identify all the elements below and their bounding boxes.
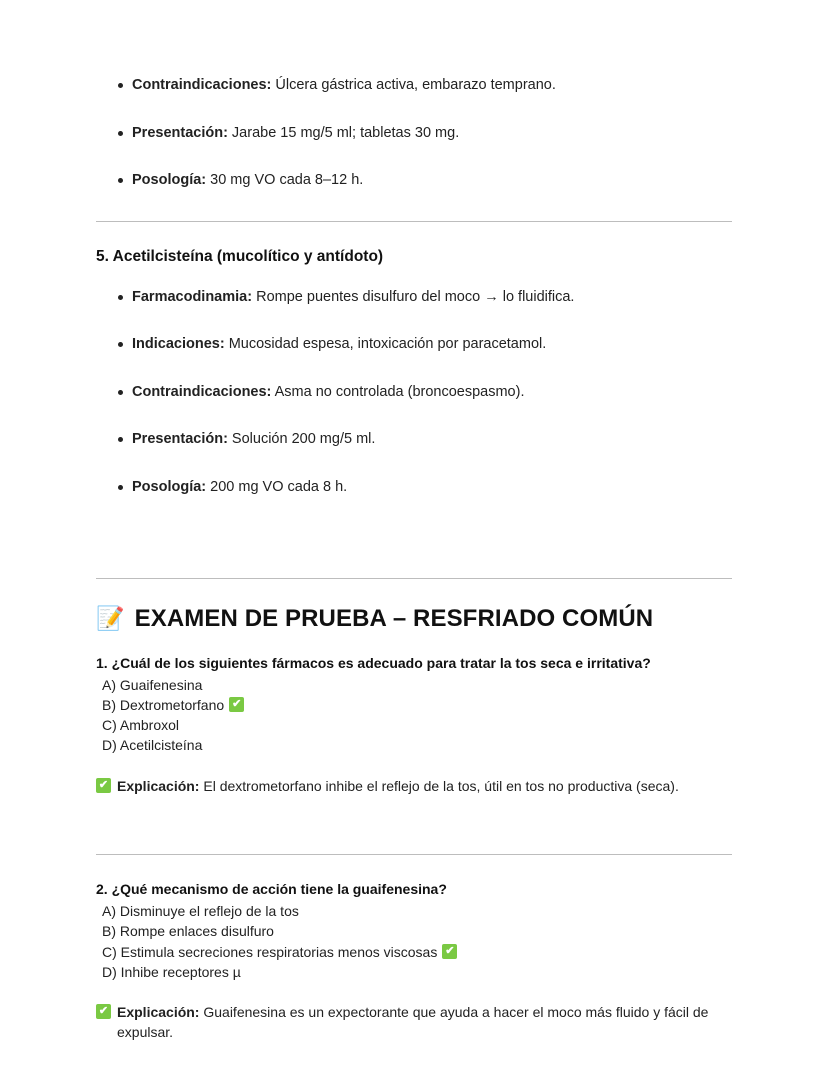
check-mark-icon: ✔ [96, 1004, 111, 1019]
question-text: 2. ¿Qué mecanismo de acción tiene la guaifenesina? [96, 880, 447, 897]
list-item-label: Presentación: [132, 431, 228, 448]
answer-option[interactable] [102, 695, 732, 715]
list-item-text: 200 mg VO cada 8 h. [206, 478, 348, 495]
explanation [96, 1002, 732, 1043]
list-item [96, 124, 732, 144]
answer-option-text: A) Guaifenesina [102, 676, 203, 693]
list-item-label: Posología: [132, 478, 207, 495]
list-item-label: Contraindicaciones: [132, 383, 272, 400]
list-item-label: Contraindicaciones: [132, 77, 272, 93]
answer-option[interactable] [102, 962, 732, 982]
spacer [96, 526, 732, 548]
answer-option[interactable] [102, 675, 732, 695]
exam-question [96, 881, 732, 1043]
memo-icon: 📝 [96, 605, 125, 631]
check-mark-icon: ✔ [96, 778, 111, 793]
list-item-text: Jarabe 15 mg/5 ml; tabletas 30 mg. [227, 124, 460, 141]
list-item [96, 76, 732, 96]
list-item-text: Úlcera gástrica activa, embarazo temprano. [271, 77, 556, 93]
list-item [96, 383, 732, 403]
answer-option-text: D) Inhibe receptores µ [102, 963, 241, 980]
list-item-label: Indicaciones: [132, 336, 225, 353]
answer-option-text: D) Acetilcisteína [102, 737, 203, 754]
list-item-label: Farmacodinamia: [132, 288, 253, 305]
explanation-label: Explicación: [117, 1004, 200, 1021]
spacer [96, 802, 732, 824]
explanation-text: Explicación: El dextrometorfano inhibe el reflejo de la tos, útil en tos no productiva (seca). [117, 777, 679, 794]
answer-option-text: C) Ambroxol [102, 717, 180, 734]
list-item [96, 171, 732, 191]
section-divider-2 [96, 578, 732, 579]
answer-option[interactable] [102, 942, 732, 962]
answer-option[interactable] [102, 715, 732, 735]
answer-option-text: B) Rompe enlaces disulfuro [102, 923, 274, 940]
answer-option-text: A) Disminuye el reflejo de la tos [102, 902, 299, 919]
question-text: 1. ¿Cuál de los siguientes fármacos es adecuado para tratar la tos seca e irritativa? [96, 654, 651, 671]
list-item-text: Solución 200 mg/5 ml. [227, 431, 376, 448]
answer-option[interactable] [102, 921, 732, 941]
answer-options [96, 675, 732, 756]
page-title: EXAMEN DE PRUEBA – RESFRIADO COMÚN [134, 604, 654, 632]
question-divider [96, 854, 732, 855]
list-item [96, 288, 732, 308]
section-divider-1 [96, 221, 732, 222]
check-mark-icon: ✔ [442, 944, 457, 959]
exam-questions [96, 655, 732, 1043]
list-item [96, 478, 732, 498]
list-item-label: Presentación: [132, 124, 228, 141]
top-bullet-list [96, 76, 732, 191]
explanation [96, 776, 732, 796]
answer-option[interactable] [102, 901, 732, 921]
answer-option-text: C) Estimula secreciones respiratorias menos viscosas [102, 943, 438, 960]
list-item-text: Asma no controlada (broncoespasmo). [271, 383, 525, 400]
answer-options [96, 901, 732, 982]
section-heading-acetilcisteina: 5. Acetilcisteína (mucolítico y antídoto) [96, 247, 384, 265]
explanation-text: Explicación: Guaifenesina es un expectorante que ayuda a hacer el moco más fluido y fácil de expulsar. [117, 1004, 709, 1041]
list-item [96, 335, 732, 355]
list-item-text: Mucosidad espesa, intoxicación por paracetamol. [224, 336, 547, 353]
section5-bullet-list [96, 288, 732, 498]
answer-option-text: B) Dextrometorfano [102, 696, 225, 713]
explanation-label: Explicación: [117, 777, 200, 794]
answer-option[interactable] [102, 735, 732, 755]
list-item [96, 430, 732, 450]
list-item-text: 30 mg VO cada 8–12 h. [206, 172, 364, 189]
list-item-label: Posología: [132, 172, 207, 189]
check-mark-icon: ✔ [229, 697, 244, 712]
exam-title-block [96, 605, 732, 633]
exam-question [96, 655, 732, 796]
list-item-text: Rompe puentes disulfuro del moco → lo fluidifica. [252, 288, 575, 305]
